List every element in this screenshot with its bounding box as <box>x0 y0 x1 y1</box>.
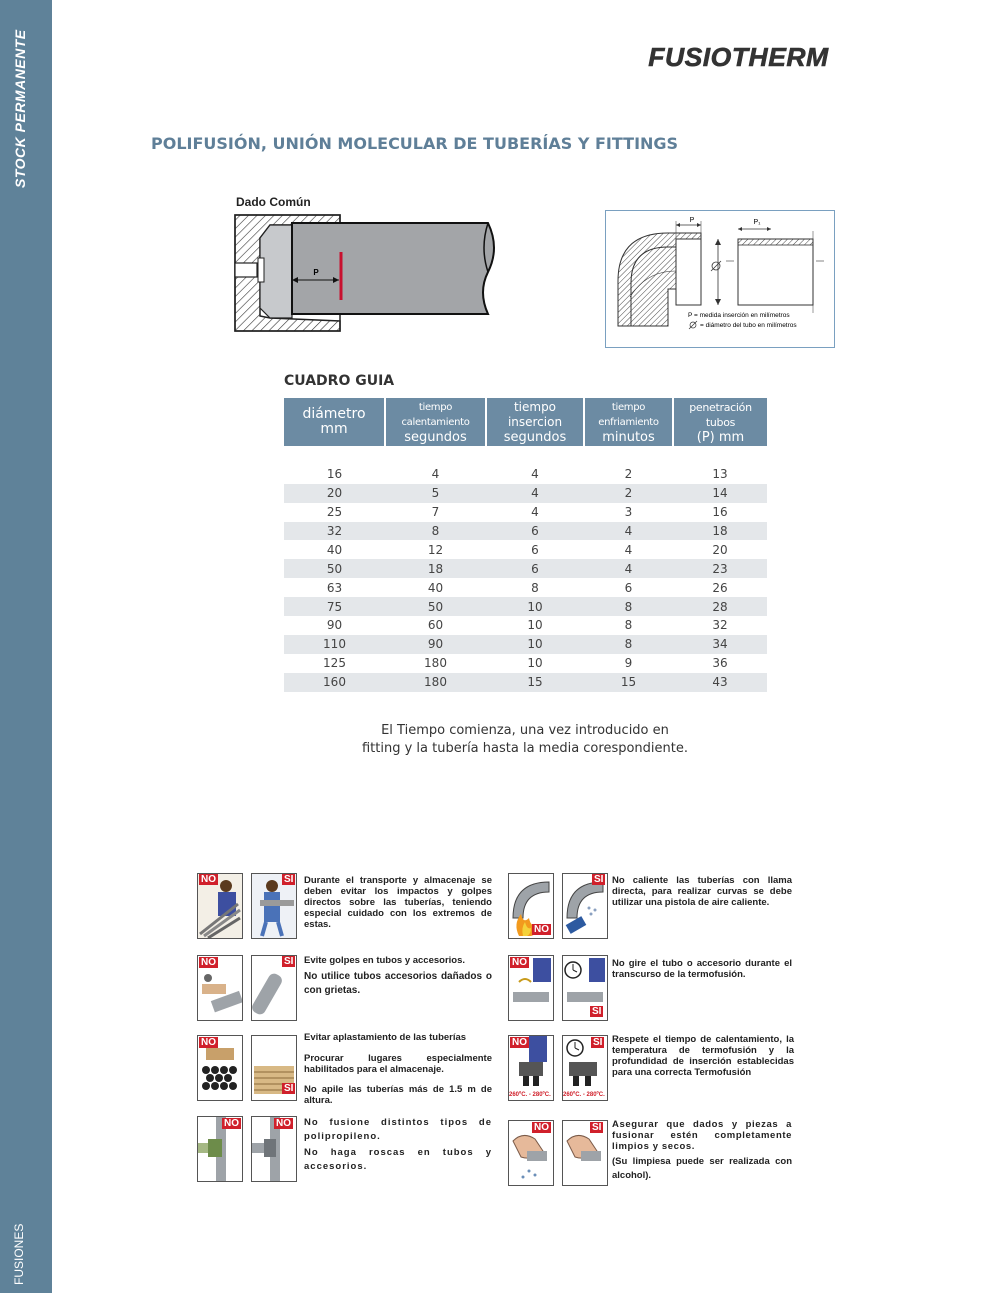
table-row <box>284 635 767 654</box>
table-cell: 2 <box>624 467 633 482</box>
table-cell: 6 <box>624 580 633 595</box>
tag-no-2: NO <box>201 957 216 968</box>
header-diametro: diámetro mm <box>284 398 385 446</box>
tag-no-4: NO <box>224 1118 239 1129</box>
table-row <box>284 616 767 635</box>
guide-spacer <box>284 446 767 465</box>
page-title: POLIFUSIÓN, UNIÓN MOLECULAR DE TUBERÍAS Y FITTINGS <box>151 134 679 153</box>
brand-logo: FUSIOTHERM <box>648 42 829 72</box>
temp-label-si: 260ºC. - 280ºC. <box>563 1092 605 1098</box>
table-cell: 18 <box>385 559 486 578</box>
table-cell: 26 <box>712 580 728 595</box>
table-cell: 10 <box>486 597 584 616</box>
rule-transport: Durante el transporte y almacenaje se deben evitar los impactos y golpes directos sobre las tuberías, teniendo especial cuidado con los extremos de estas. <box>304 875 492 930</box>
table-cell: 32 <box>284 522 385 541</box>
note-line-2: fitting y la tubería hasta la media corespondiente. <box>361 741 688 756</box>
table-cell: 15 <box>486 673 584 692</box>
tag-si-2: SI <box>284 956 294 967</box>
table-cell: 4 <box>531 467 539 482</box>
rule-flame: No caliente las tuberías con llama directa, para realizar curvas se debe utilizar una pistola de aire caliente. <box>612 875 792 908</box>
table-cell: 4 <box>531 505 539 520</box>
table-cell: 63 <box>326 580 343 595</box>
sidebar <box>0 0 52 1293</box>
rule-blow-a: Evite golpes en tubos y accesorios. <box>304 955 466 966</box>
table-row <box>284 484 767 503</box>
tag-no-8: NO <box>512 1037 527 1048</box>
rule-clean-a: Asegurar que dados y piezas a fusionar estén completamente limpios y secos. <box>612 1119 792 1152</box>
table-row <box>284 654 767 673</box>
table-cell: 3 <box>624 505 633 520</box>
table-cell: 125 <box>323 656 346 671</box>
legend-p: P = medida inserción en milímetros <box>688 312 790 319</box>
table-cell: 90 <box>326 618 343 633</box>
table-row <box>284 578 767 597</box>
table-cell: 40 <box>326 542 343 557</box>
table-cell: 60 <box>427 618 444 633</box>
rule-twist: No gire el tubo o accesorio durante el transcurso de la termofusión. <box>612 958 792 980</box>
tag-no-1: NO <box>201 874 216 885</box>
temp-label-no: 260ºC. - 280ºC. <box>509 1092 551 1098</box>
tag-no-3: NO <box>201 1037 216 1048</box>
tag-si-9: SI <box>592 1122 602 1133</box>
table-cell: 110 <box>284 635 385 654</box>
legend-d: = diámetro del tubo en milímetros <box>700 322 797 329</box>
tag-no-5: NO <box>276 1118 291 1129</box>
table-cell: 4 <box>486 484 584 503</box>
header-enfriamiento: tiempo enfriamiento minutos <box>584 398 673 446</box>
table-cell: 10 <box>527 656 543 671</box>
table-cell: 8 <box>584 597 673 616</box>
rule-crush-c: No apile las tuberías más de 1.5 m de altura. <box>304 1084 492 1106</box>
table-cell: 8 <box>624 618 633 633</box>
table-cell: 14 <box>673 484 767 503</box>
table-cell: 18 <box>673 522 767 541</box>
table-cell: 28 <box>673 597 767 616</box>
table-cell: 2 <box>584 484 673 503</box>
guide-table <box>284 398 767 692</box>
rule-crush-a: Evitar aplastamiento de las tuberías <box>304 1032 467 1043</box>
table-row <box>284 597 767 616</box>
table-row <box>284 503 767 522</box>
table-cell: 4 <box>624 542 633 557</box>
tag-no-7: NO <box>512 957 527 968</box>
table-cell: 4 <box>431 467 440 482</box>
tag-si-7: SI <box>592 1006 602 1017</box>
tag-si-8: SI <box>593 1037 603 1048</box>
table-cell: 32 <box>712 618 728 633</box>
note-line-1: El Tiempo comienza, una vez introducido en <box>381 723 669 738</box>
table-cell: 20 <box>284 484 385 503</box>
sidebar-top-label: STOCK PERMANENTE <box>12 29 28 188</box>
rule-thread: No haga roscas en tubos y accesorios. <box>304 1147 492 1172</box>
dado-comun-diagram <box>230 208 500 336</box>
table-cell: 10 <box>527 618 543 633</box>
rule-crush-b: Procurar lugares especialmente habilitados para el almacenaje. <box>304 1053 492 1075</box>
table-cell: 40 <box>427 580 444 595</box>
rule-blow-b: No utilice tubos accesorios dañados o con grietas. <box>304 971 492 996</box>
table-cell: 180 <box>385 673 486 692</box>
table-row <box>284 465 767 484</box>
guide-body <box>284 446 767 692</box>
table-cell: 8 <box>584 635 673 654</box>
table-cell: 50 <box>385 597 486 616</box>
table-cell: 10 <box>486 635 584 654</box>
rule-mix: No fusione distintos tipos de polipropileno. <box>304 1117 492 1142</box>
table-cell: 180 <box>424 656 447 671</box>
tag-no-6: NO <box>534 924 549 935</box>
tag-si-1: SI <box>284 874 294 885</box>
p1-label: P₁ <box>753 219 761 226</box>
header-calentamiento: tiempo calentamiento segundos <box>385 398 486 446</box>
table-cell: 6 <box>531 542 539 557</box>
table-cell: 75 <box>284 597 385 616</box>
table-cell: 4 <box>584 522 673 541</box>
guide-label: CUADRO GUIA <box>284 373 395 389</box>
header-insercion: tiempo insercion segundos <box>486 398 584 446</box>
table-row <box>284 673 767 692</box>
table-cell: 16 <box>712 505 728 520</box>
table-row <box>284 540 767 559</box>
header-penetracion: penetración tubos (P) mm <box>673 398 767 446</box>
table-cell: 16 <box>326 467 343 482</box>
table-row <box>284 559 767 578</box>
table-cell: 43 <box>673 673 767 692</box>
table-cell: 23 <box>673 559 767 578</box>
rule-clean-b: (Su limpiesa puede ser realizada con alcohol). <box>612 1156 792 1181</box>
insertion-diagram <box>605 210 835 348</box>
sidebar-bottom-label: FUSIONES <box>12 1223 26 1285</box>
time-note <box>300 722 750 758</box>
table-cell: 9 <box>624 656 633 671</box>
table-cell: 160 <box>284 673 385 692</box>
rule-heat: Respete el tiempo de calentamiento, la temperatura de termofusión y la profundidad de inserción establecidas para una correcta Termofusión <box>612 1034 794 1078</box>
table-cell: 5 <box>385 484 486 503</box>
table-cell: 6 <box>486 559 584 578</box>
table-cell: 20 <box>712 542 728 557</box>
table-cell: 36 <box>712 656 728 671</box>
p-label-left: P <box>313 268 319 277</box>
tag-no-9: NO <box>534 1122 549 1133</box>
table-cell: 90 <box>385 635 486 654</box>
dado-label: Dado Común <box>236 195 311 209</box>
table-row <box>284 522 767 541</box>
table-cell: 12 <box>427 542 444 557</box>
table-cell: 25 <box>326 505 343 520</box>
p-label-right: P <box>689 217 695 224</box>
table-cell: 6 <box>486 522 584 541</box>
table-cell: 13 <box>712 467 728 482</box>
table-cell: 8 <box>385 522 486 541</box>
table-cell: 4 <box>584 559 673 578</box>
table-cell: 50 <box>284 559 385 578</box>
table-cell: 15 <box>584 673 673 692</box>
table-cell: 8 <box>531 580 539 595</box>
table-cell: 7 <box>431 505 440 520</box>
tag-si-3: SI <box>284 1083 294 1094</box>
tag-si-6: SI <box>594 874 604 885</box>
table-cell: 34 <box>673 635 767 654</box>
